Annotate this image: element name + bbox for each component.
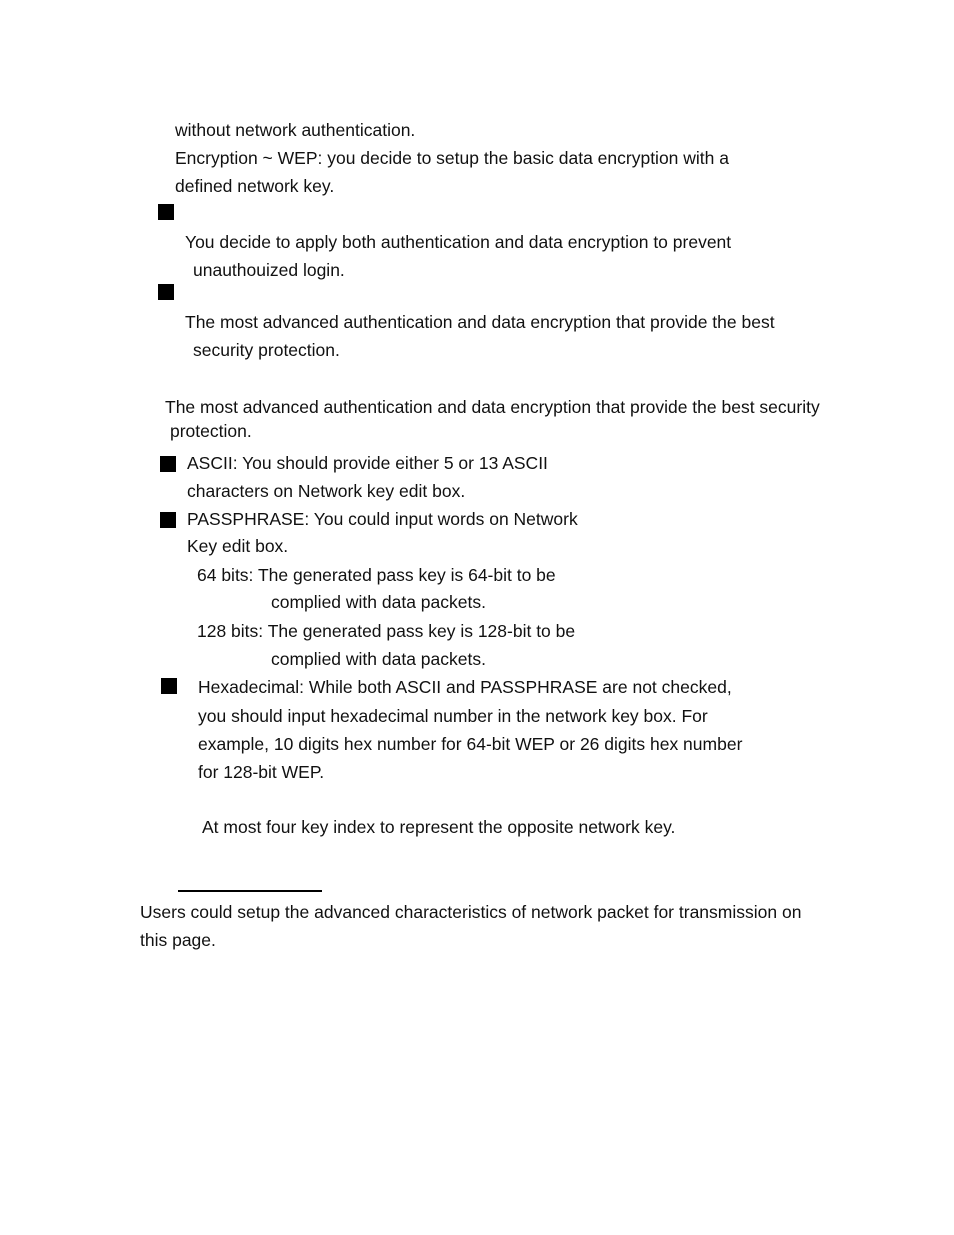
text-line: The most advanced authentication and data encryption that provide the best: [185, 312, 775, 332]
text-line: 64 bits: The generated pass key is 64-bit to be: [197, 565, 556, 585]
text-line: defined network key.: [175, 176, 335, 196]
text-line: for 128-bit WEP.: [198, 762, 325, 782]
text-line: The most advanced authentication and data encryption that provide the best security: [165, 397, 820, 417]
text-line: unauthouized login.: [193, 260, 345, 280]
bullet-square-icon: [160, 512, 176, 528]
text-line: Users could setup the advanced characteristics of network packet for transmission on: [140, 902, 802, 922]
text-line: security protection.: [193, 340, 340, 360]
text-line: example, 10 digits hex number for 64-bit WEP or 26 digits hex number: [198, 734, 743, 754]
text-line: ASCII: You should provide either 5 or 13 ASCII: [187, 453, 548, 473]
text-line: At most four key index to represent the opposite network key.: [202, 817, 676, 837]
text-line: Key edit box.: [187, 536, 289, 556]
text-line: you should input hexadecimal number in the network key box. For: [198, 706, 708, 726]
text-line: PASSPHRASE: You could input words on Network: [187, 509, 578, 529]
text-line: characters on Network key edit box.: [187, 481, 466, 501]
text-line: this page.: [140, 930, 216, 950]
text-line: complied with data packets.: [271, 592, 486, 612]
text-line: complied with data packets.: [271, 649, 486, 669]
text-line: Encryption ~ WEP: you decide to setup the basic data encryption with a: [175, 148, 729, 168]
bullet-square-icon: [158, 284, 174, 300]
text-line: without network authentication.: [175, 120, 416, 140]
text-line: Hexadecimal: While both ASCII and PASSPHRASE are not checked,: [198, 677, 732, 697]
bullet-square-icon: [158, 204, 174, 220]
text-line: 128 bits: The generated pass key is 128-bit to be: [197, 621, 576, 641]
text-line: You decide to apply both authentication and data encryption to prevent: [185, 232, 732, 252]
bullet-square-icon: [161, 678, 177, 694]
bullet-square-icon: [160, 456, 176, 472]
text-line: protection.: [170, 421, 252, 441]
section-underline: [178, 890, 322, 892]
